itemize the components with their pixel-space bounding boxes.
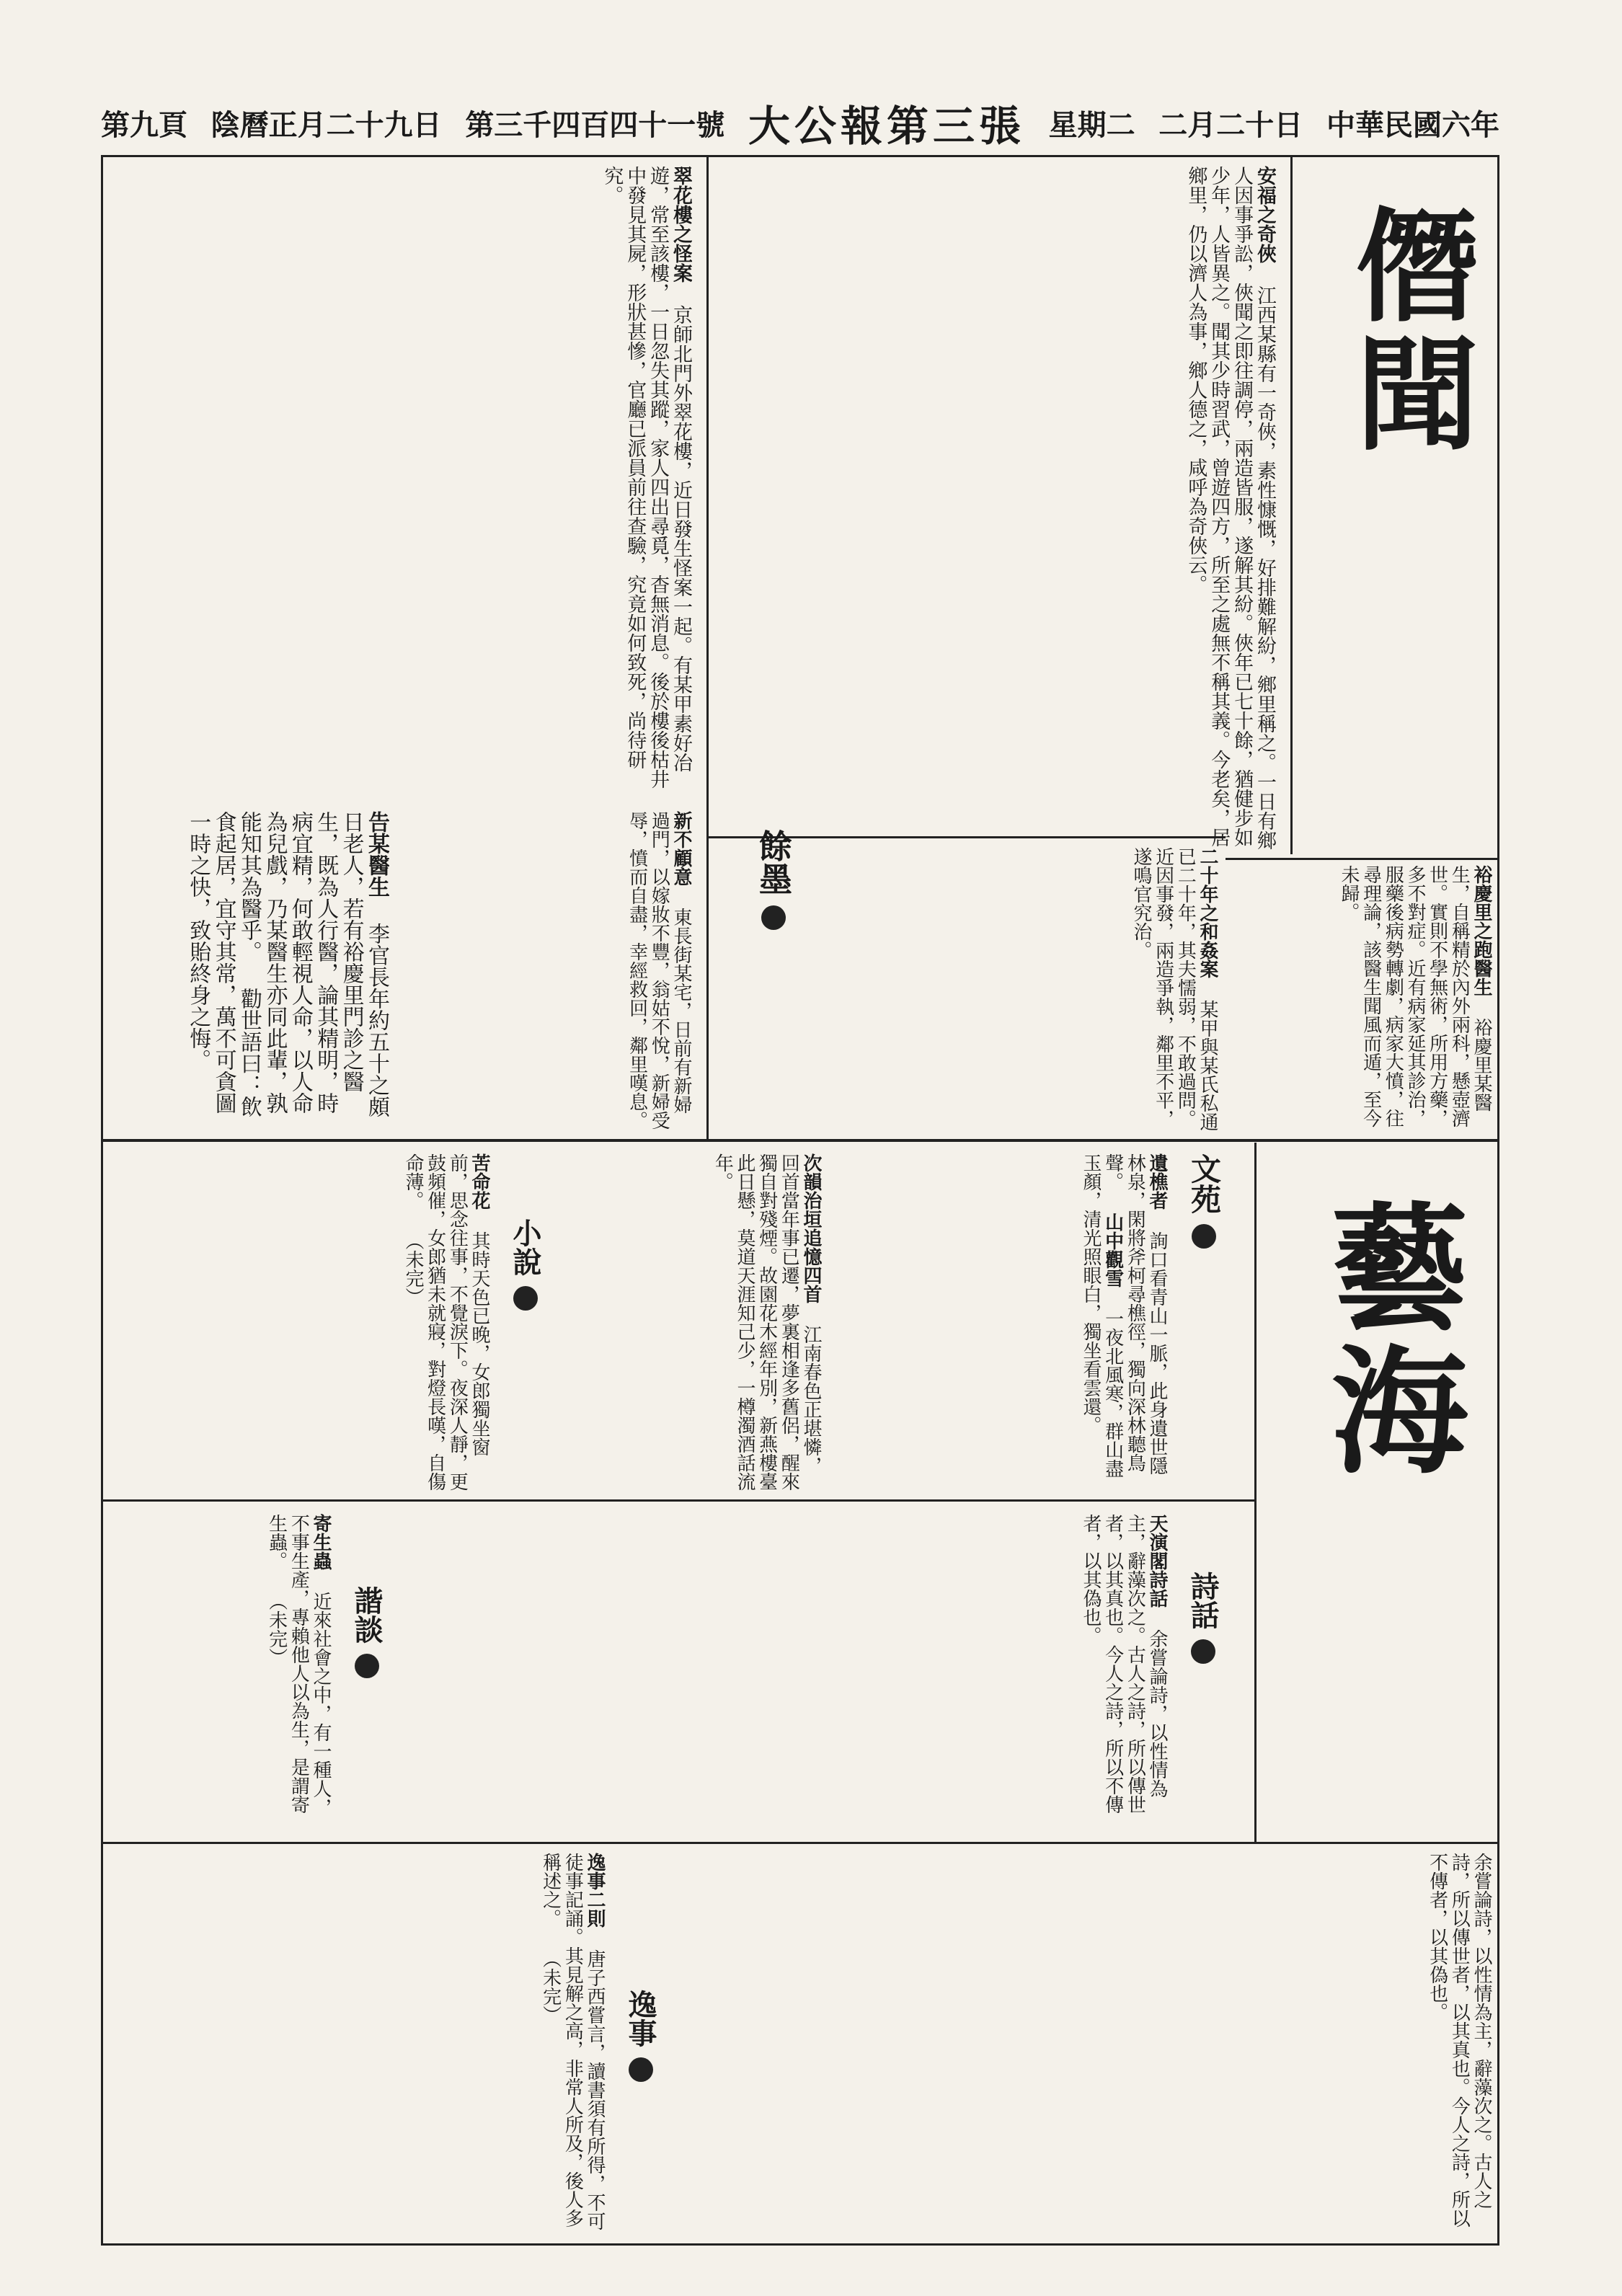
middle-divider bbox=[101, 1139, 1499, 1142]
poem-body: 一夜北風寒，群山盡玉顏，清光照眼白，獨坐看雲還。 bbox=[1079, 1153, 1124, 1478]
masthead-paper-title: 大公報第三張 bbox=[748, 102, 1025, 151]
poem-title: 遺樵者 bbox=[1146, 1153, 1168, 1210]
bottom-divider bbox=[101, 1842, 1499, 1844]
masthead-weekday: 星期二 bbox=[1048, 107, 1135, 142]
poetry-section-label: 詩話 bbox=[1182, 1572, 1223, 1664]
arts-section-heading: 藝海 bbox=[1308, 1197, 1469, 1482]
humor-continued: （未完） bbox=[265, 1592, 288, 1667]
masthead bbox=[101, 101, 1499, 151]
article-body: 江西某縣有一奇俠，素性慷慨，好排難解紛，鄉里稱之。一日有鄉人因事爭訟，俠聞之即往調停，兩造皆服，遂解其紛。俠年已七十餘，猶健步如少年，人皆異之。聞其少時習武，曾遊四方，所至之處無不稱其義。今老矣，居鄉里，仍以濟人為事，鄉人德之，咸呼為奇俠云。 bbox=[1184, 166, 1276, 850]
section-dot-icon bbox=[629, 2057, 653, 2082]
fiction-body: 其時天色已晚，女郎獨坐窗前，思念往事，不覺淚下。夜深人靜，更鼓頻催，女郎猶未就寢，對燈長嘆，自傷命薄。 bbox=[402, 1153, 490, 1491]
humor-body: 近來社會之中，有一種人，不事生產，專賴他人以為生，是謂寄生蟲。 bbox=[265, 1514, 332, 1817]
section-dot-icon bbox=[1191, 1639, 1215, 1664]
anecdotes-title: 逸事二則 bbox=[584, 1853, 606, 1928]
literary-column bbox=[836, 1153, 1168, 1492]
news-section-heading: 僭聞 bbox=[1335, 202, 1479, 458]
article-yuqingli-doctor bbox=[1226, 865, 1492, 1132]
upper-column-rule bbox=[706, 155, 709, 1139]
article-cuihua-case bbox=[115, 166, 692, 800]
masthead-republic-date: 中華民國六年 bbox=[1326, 107, 1499, 142]
humor-column bbox=[115, 1514, 332, 1831]
masthead-page-number: 第九頁 bbox=[101, 107, 187, 142]
lower-divider bbox=[101, 1499, 1254, 1502]
anecdotes-body: 唐子西嘗言，讀書須有所得，不可徒事記誦。其見解之高，非常人所及，後人多稱述之。 bbox=[539, 1853, 606, 2230]
masthead-month-date: 二月二十日 bbox=[1158, 107, 1303, 142]
poetry-column bbox=[721, 1514, 1168, 1831]
fiction-continued: （未完） bbox=[402, 1231, 424, 1306]
article-anfu-knight bbox=[721, 166, 1276, 851]
section-dot-icon bbox=[513, 1286, 538, 1311]
article-title: 安福之奇俠 bbox=[1254, 166, 1276, 263]
article-body: 李官長年約五十之頗日老人，若有裕慶里門診之醫生，既為人行醫，論其精明，時病宜精，何敢輕視人命，以人命為兒戲，乃某醫生亦同此輩，孰能知其為醫乎。 bbox=[236, 811, 389, 1117]
poem-title: 次韻治垣追憶四首 bbox=[800, 1153, 822, 1303]
article-title: 二十年之和姦案 bbox=[1197, 847, 1218, 978]
ink-column bbox=[115, 811, 389, 1132]
poem-title: 山中觀雪 bbox=[1102, 1213, 1124, 1287]
masthead-issue: 第三千四百四十一號 bbox=[465, 107, 725, 142]
anecdotes-continued: （未完） bbox=[539, 1949, 562, 2024]
poetry-body-continued: 余嘗論詩，以性情為主，辭藻次之。古人之詩，所以傳世者，以其真也。今人之詩，所以不傳者，以其偽也。 bbox=[1426, 1853, 1492, 2228]
fiction-column bbox=[115, 1153, 490, 1492]
fiction-title: 苦命花 bbox=[469, 1153, 490, 1210]
article-title: 裕慶里之跑醫生 bbox=[1471, 865, 1492, 996]
section-dot-icon bbox=[1192, 1224, 1216, 1249]
lower-right-rule bbox=[1254, 1143, 1257, 1842]
poem-body: 詢口看青山一脈，此身遺世隱林泉，閑將斧柯尋樵徑，獨向深林聽鳥聲。 bbox=[1102, 1153, 1168, 1475]
article-new-bride bbox=[404, 811, 692, 1132]
article-body: 裕慶里某醫生，自稱精於內外兩科，懸壺濟世。實則不學無術，所用方藥，多不對症。近有病家延其診治，服藥後病勢轉劇，病家大憤，往尋理論，該醫生聞風而遁，至今未歸。 bbox=[1337, 865, 1492, 1127]
fiction-section-label: 小說 bbox=[505, 1218, 546, 1311]
upper-right-divider bbox=[1226, 858, 1499, 860]
misc-body: 勸世語曰：飲食起居，宜守其常，萬不可貪圖一時之快，致貽終身之悔。 bbox=[185, 811, 262, 1117]
masthead-lunar-date: 陰曆正月二十九日 bbox=[210, 107, 442, 142]
article-title: 新不顧意 bbox=[670, 811, 692, 886]
article-body: 京師北門外翠花樓，近日發生怪案一起。有某甲素好冶遊，常至該樓，一日忽失其蹤，家人四出尋覓，杳無消息。後於樓後枯井中發見其屍，形狀甚慘，官廳已派員前往查驗，究竟如何致死，尚待研究。 bbox=[601, 166, 692, 789]
article-title: 告某醫生 bbox=[364, 811, 389, 897]
anecdotes-section-label: 逸事 bbox=[620, 1990, 661, 2082]
ink-section-label: 餘墨 bbox=[750, 829, 797, 930]
poetry-title: 天演閣詩話 bbox=[1146, 1514, 1168, 1608]
article-body: 東長街某宅，日前有新婦過門，以嫁妝不豐，翁姑不悅，新婦受辱，憤而自盡，幸經救回，鄰里嘆息。 bbox=[626, 811, 692, 1130]
article-body: 某甲與某氏私通已二十年，其夫懦弱，不敢過問。近因事發，兩造爭執，鄰里不平，遂鳴官究治。 bbox=[1130, 847, 1218, 1131]
lower-right-text-block bbox=[692, 1853, 1492, 2235]
anecdotes-column bbox=[115, 1853, 606, 2235]
humor-section-label: 諧談 bbox=[346, 1586, 387, 1678]
poetry-body: 余嘗論詩，以性情為主，辭藻次之。古人之詩，所以傳世者，以其真也。今人之詩，所以不傳者，以其偽也。 bbox=[1079, 1514, 1168, 1814]
section-dot-icon bbox=[761, 905, 786, 930]
section-dot-icon bbox=[355, 1654, 379, 1678]
right-heading-rule bbox=[1290, 155, 1293, 854]
humor-title: 寄生蟲 bbox=[310, 1514, 332, 1570]
poem-body: 江南春色正堪憐，回首當年事已遷，夢裏相逢多舊侶，醒來獨自對殘煙。故園花木經年別，新燕樓臺此日懸，莫道天涯知己少，一樽濁酒話流年。 bbox=[712, 1153, 822, 1491]
literary-column-2 bbox=[548, 1153, 822, 1492]
literary-section-label: 文苑 bbox=[1182, 1153, 1226, 1249]
article-title: 翠花樓之怪案 bbox=[670, 166, 692, 283]
